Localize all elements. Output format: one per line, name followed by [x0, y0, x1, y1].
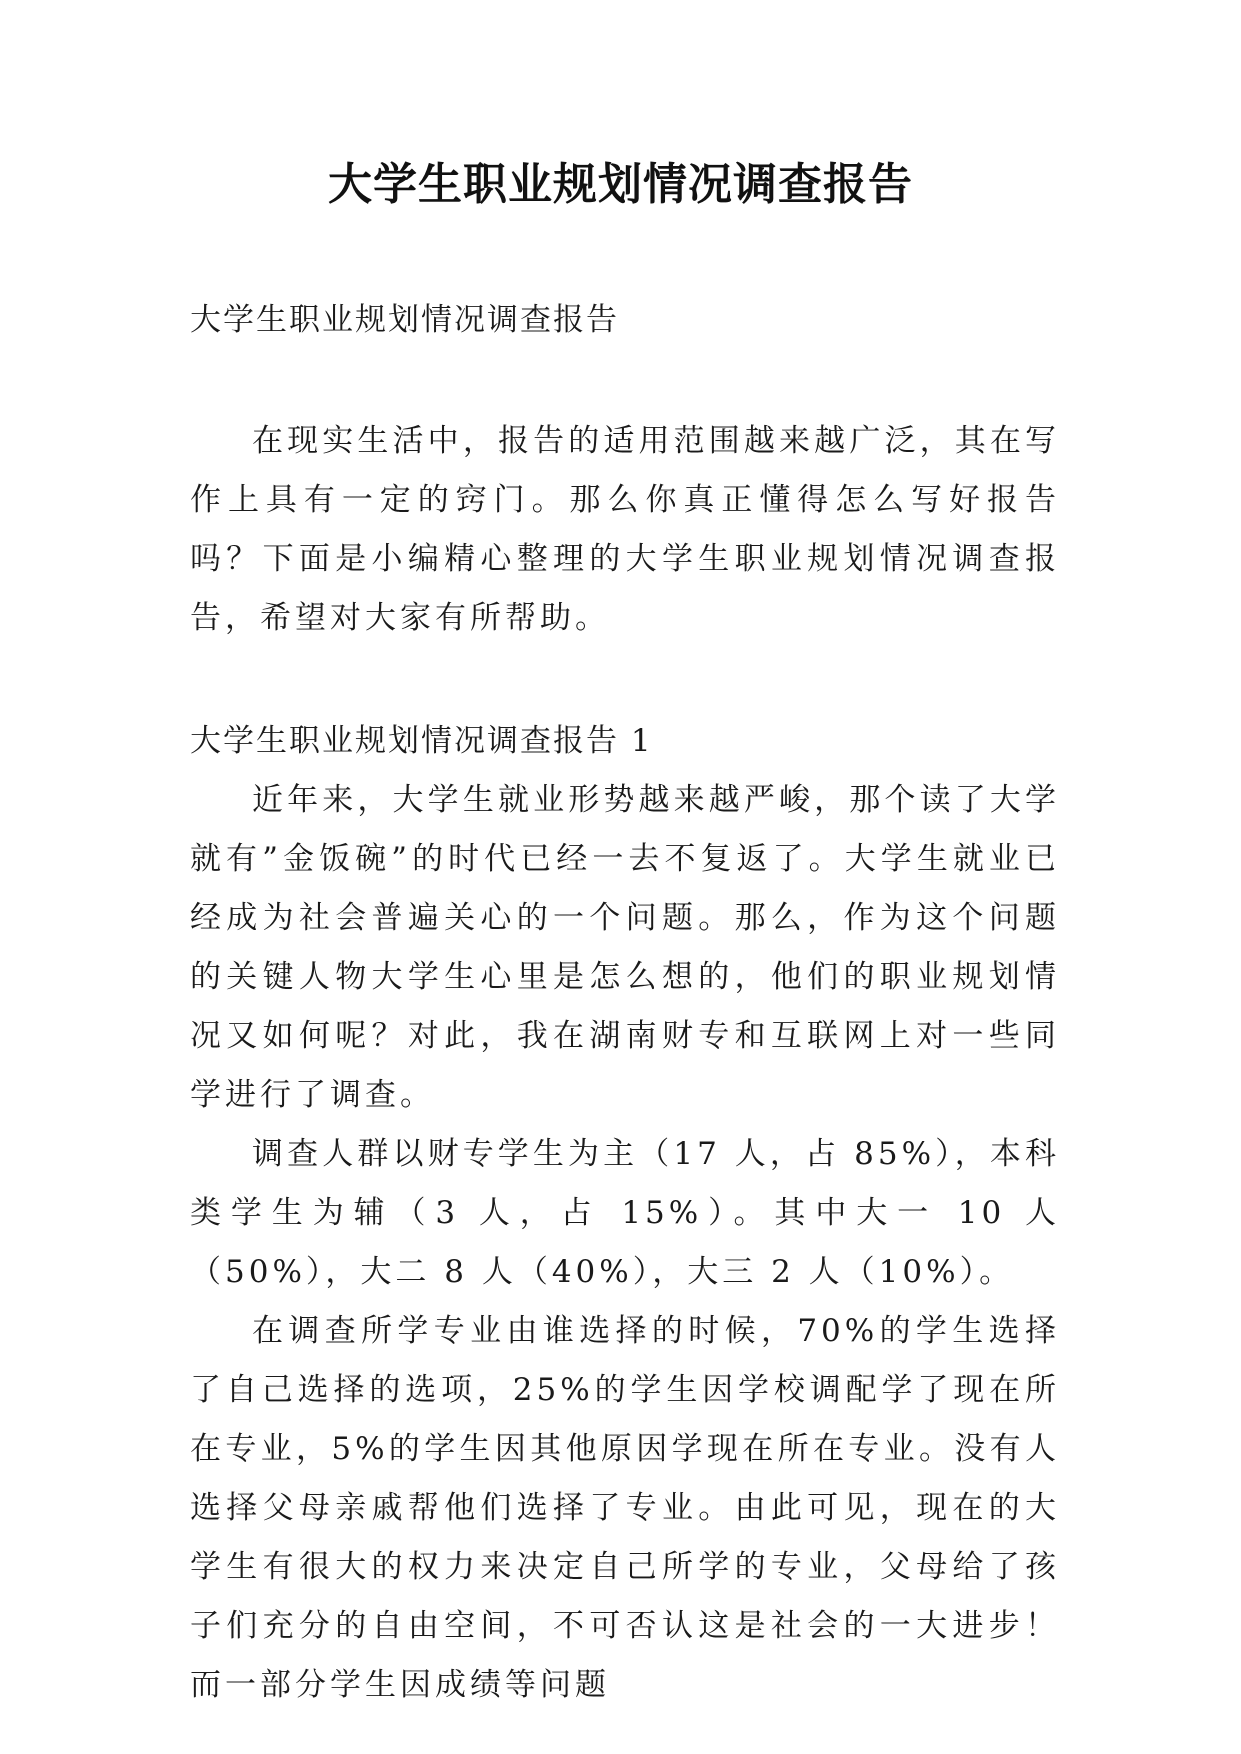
intro-paragraph: 在现实生活中，报告的适用范围越来越广泛，其在写作上具有一定的窍门。那么你真正懂得怎么写好报告吗？下面是小编精心整理的大学生职业规划情况调查报告，希望对大家有所帮助。: [190, 423, 1060, 636]
document-title: 大学生职业规划情况调查报告: [328, 159, 913, 210]
body-paragraph: 调查人群以财专学生为主（17 人，占 85%），本科类学生为辅（3 人，占 15%）。其中大一 10 人（50%），大二 8 人（40%），大三 2 人（10%）。: [190, 1136, 1060, 1290]
section-heading: 大学生职业规划情况调查报告 1: [190, 723, 653, 759]
document-body: [190, 290, 1060, 1715]
document-subtitle: 大学生职业规划情况调查报告: [190, 302, 619, 338]
body-paragraph: 在调查所学专业由谁选择的时候，70%的学生选择了自己选择的选项，25%的学生因学校调配学了现在所在专业，5%的学生因其他原因学现在所在专业。没有人选择父母亲戚帮他们选择了专业。由此可见，现在的大学生有很大的权力来决定自己所学的专业，父母给了孩子们充分的自由空间，不可否认这是社会的一大进步！而一部分学生因成绩等问题: [190, 1313, 1060, 1703]
body-paragraph: 近年来，大学生就业形势越来越严峻，那个读了大学就有”金饭碗”的时代已经一去不复返了。大学生就业已经成为社会普遍关心的一个问题。那么，作为这个问题的关键人物大学生心里是怎么想的，他们的职业规划情况又如何呢？对此，我在湖南财专和互联网上对一些同学进行了调查。: [190, 782, 1060, 1113]
